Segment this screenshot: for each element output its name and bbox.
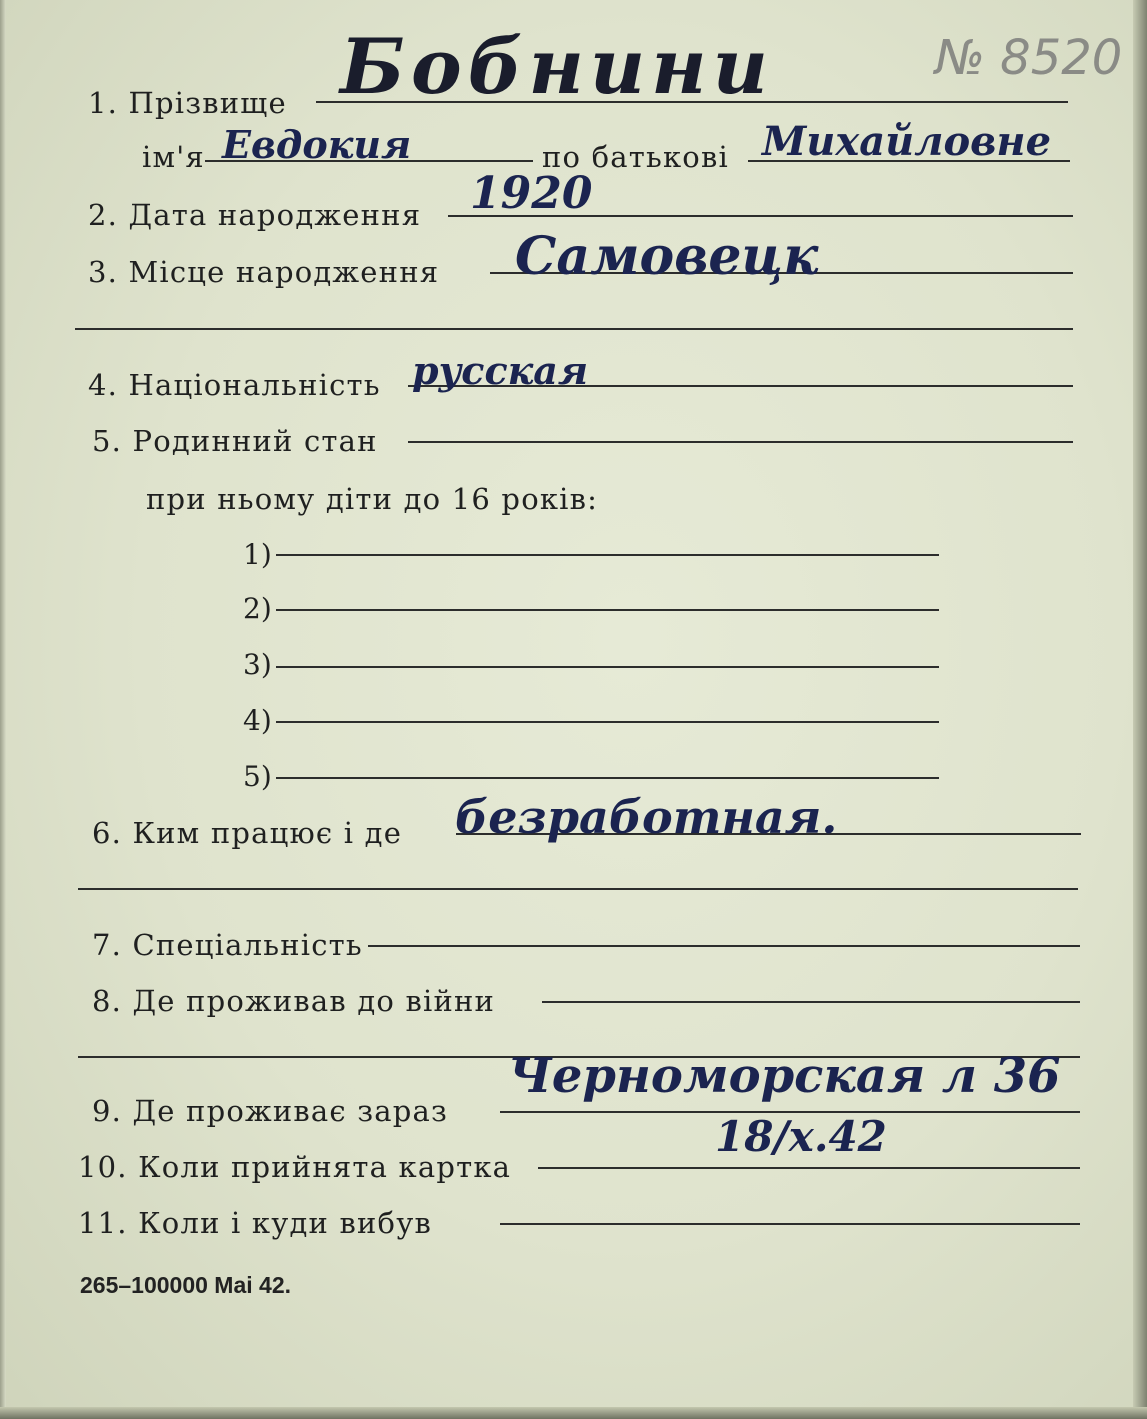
card-left-edge (0, 0, 6, 1419)
patronymic-value: Михайловне (762, 118, 1052, 165)
first-name-value: Евдокия (222, 122, 412, 167)
card-accepted-value: 18/х.42 (715, 1112, 887, 1161)
first-name-label: ім'я (142, 140, 205, 174)
child-5-line (276, 777, 939, 779)
child-4-label: 4) (243, 704, 272, 737)
marital-status-label: 5. Родинний стан (92, 424, 378, 458)
prewar-residence-label: 8. Де проживав до війни (92, 984, 496, 1018)
children-label: при ньому діти до 16 років: (146, 482, 599, 516)
child-2-label: 2) (243, 592, 272, 625)
current-residence-label: 9. Де проживає зараз (92, 1094, 449, 1128)
departure-line (500, 1223, 1080, 1225)
child-3-line (276, 666, 939, 668)
specialty-line (368, 945, 1080, 947)
print-code: 265–100000 Mai 42. (80, 1272, 292, 1298)
occupation-value: безработная. (455, 790, 838, 844)
birth-place-line-2 (75, 328, 1073, 330)
patronymic-label: по батькові (542, 140, 729, 174)
specialty-label: 7. Спеціальність (92, 928, 363, 962)
birth-date-value: 1920 (470, 168, 593, 219)
card-accepted-line (538, 1167, 1080, 1169)
surname-value: Бобнини (340, 22, 774, 111)
child-1-label: 1) (243, 538, 272, 571)
birth-date-label: 2. Дата народження (88, 198, 422, 232)
departure-label: 11. Коли і куди вибув (78, 1206, 432, 1240)
card-bottom-edge (0, 1407, 1147, 1419)
child-3-label: 3) (243, 648, 272, 681)
nationality-value: русская (412, 348, 589, 393)
surname-label: 1. Прізвище (88, 86, 287, 120)
card-accepted-label: 10. Коли прийнята картка (78, 1150, 512, 1184)
birth-place-value: Самовецк (515, 226, 819, 287)
marital-status-line (408, 441, 1073, 443)
nationality-label: 4. Національність (88, 368, 381, 402)
record-number: № 8520 (935, 30, 1123, 86)
child-5-label: 5) (243, 760, 272, 793)
current-residence-value: Черноморская л 36 (508, 1048, 1061, 1104)
child-1-line (276, 554, 939, 556)
card-right-edge (1133, 0, 1147, 1419)
child-4-line (276, 721, 939, 723)
occupation-label: 6. Ким працює і де (92, 816, 403, 850)
occupation-line-2 (78, 888, 1078, 890)
prewar-residence-line (542, 1001, 1080, 1003)
birth-place-label: 3. Місце народження (88, 255, 440, 289)
child-2-line (276, 609, 939, 611)
